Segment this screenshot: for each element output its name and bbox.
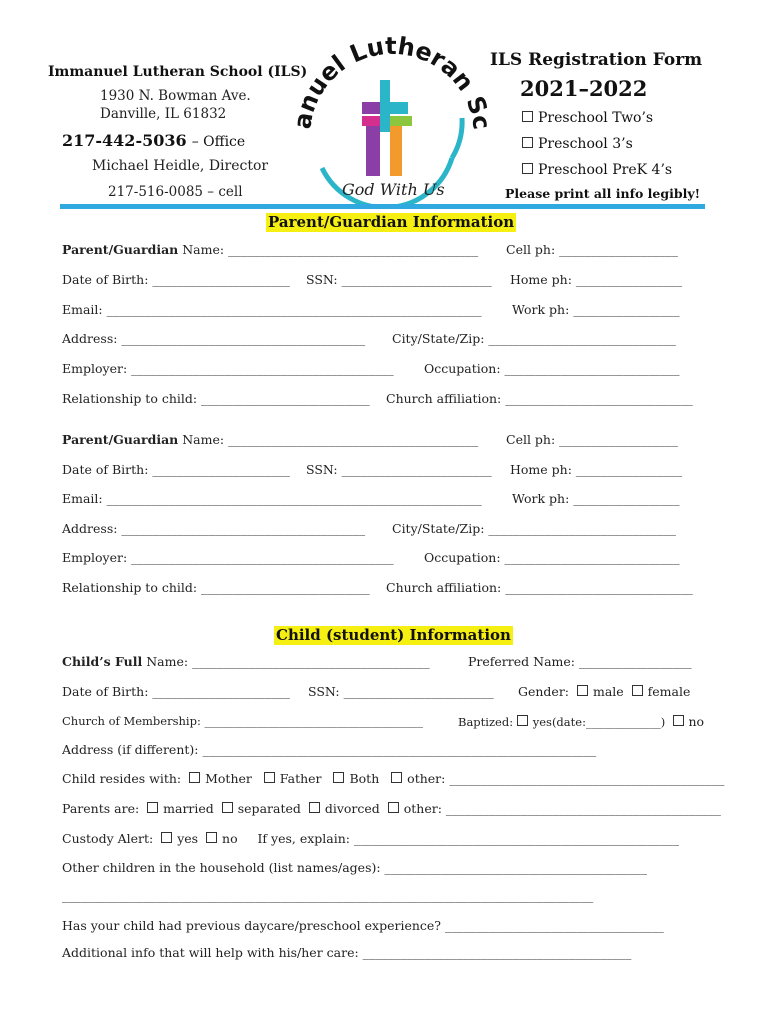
- guardian1-employer-field[interactable]: Employer: __________________________________________: [62, 361, 394, 376]
- guardian1-dob-field[interactable]: Date of Birth: ______________________: [62, 272, 290, 287]
- resides-mother-checkbox[interactable]: [189, 772, 200, 783]
- guardian1-cell-field[interactable]: Cell ph: ___________________: [506, 242, 678, 257]
- guardian2-occupation-field[interactable]: Occupation: ____________________________: [424, 550, 680, 565]
- guardian1-relationship-field[interactable]: Relationship to child: ___________________________: [62, 391, 370, 406]
- previous-care-field[interactable]: Has your child had previous daycare/preschool experience? ___________________________________: [62, 918, 664, 933]
- resides-father-checkbox[interactable]: [264, 772, 275, 783]
- child-address-field[interactable]: Address (if different): _______________________________________________________________: [62, 742, 597, 757]
- guardian2-relationship-field[interactable]: Relationship to child: ___________________________: [62, 580, 370, 595]
- guardian2-home-field[interactable]: Home ph: _________________: [510, 462, 683, 477]
- guardian2-work-field[interactable]: Work ph: _________________: [512, 491, 680, 506]
- separated-checkbox[interactable]: [222, 802, 233, 813]
- director: Michael Heidle, Director: [92, 158, 269, 174]
- guardian1-city-field[interactable]: City/State/Zip: ______________________________: [392, 331, 676, 346]
- parents-status-field: Parents are: married separated divorced other: ____________________________________________: [62, 801, 721, 816]
- guardian1-ssn-field[interactable]: SSN: ________________________: [306, 272, 492, 287]
- guardian2-cell-field[interactable]: Cell ph: ___________________: [506, 432, 678, 447]
- guardian2-ssn-field[interactable]: SSN: ________________________: [306, 462, 492, 477]
- baptized-no-checkbox[interactable]: [673, 715, 684, 726]
- married-checkbox[interactable]: [147, 802, 158, 813]
- divorced-checkbox[interactable]: [309, 802, 320, 813]
- guardian1-name-field[interactable]: Parent/Guardian Name: ________________________________________: [62, 242, 479, 257]
- guardian1-occupation-field[interactable]: Occupation: ____________________________: [424, 361, 680, 376]
- church-membership-field[interactable]: Church of Membership: ______________________________________: [62, 714, 423, 728]
- school-name: Immanuel Lutheran School (ILS): [48, 64, 308, 80]
- child-dob-field[interactable]: Date of Birth: ______________________: [62, 684, 290, 699]
- checkbox[interactable]: [522, 137, 533, 148]
- guardian1-home-field[interactable]: Home ph: _________________: [510, 272, 683, 287]
- additional-info-field[interactable]: Additional info that will help with his/her care: ___________________________________________: [62, 945, 632, 960]
- program-option-threes[interactable]: Preschool 3’s: [522, 136, 633, 152]
- guardian2-employer-field[interactable]: Employer: __________________________________________: [62, 550, 394, 565]
- logo-arc-text: anuel Lutheran S: [288, 31, 492, 131]
- custody-yes-checkbox[interactable]: [161, 832, 172, 843]
- guardian1-church-field[interactable]: Church affiliation: ______________________________: [386, 391, 693, 406]
- resides-other-checkbox[interactable]: [391, 772, 402, 783]
- custody-alert-field: Custody Alert: yes no If yes, explain: ____________________________________________________: [62, 831, 679, 846]
- guardian1-address-field[interactable]: Address: _______________________________________: [62, 331, 366, 346]
- address-line-1: 1930 N. Bowman Ave.: [100, 88, 251, 104]
- guardian2-city-field[interactable]: City/State/Zip: ______________________________: [392, 521, 676, 536]
- office-phone-line: [62, 131, 245, 150]
- guardian2-email-field[interactable]: Email: ____________________________________________________________: [62, 491, 482, 506]
- guardian2-address-field[interactable]: Address: _______________________________________: [62, 521, 366, 536]
- form-title: ILS Registration Form: [490, 50, 703, 70]
- form-year: 2021–2022: [520, 76, 648, 101]
- child-name-field[interactable]: Child’s Full Name: ______________________________________: [62, 654, 430, 669]
- guardian1-email-field[interactable]: Email: ____________________________________________________________: [62, 302, 482, 317]
- resides-with-field: Child resides with: Mother Father Both other: ____________________________________________: [62, 771, 725, 786]
- program-option-prek[interactable]: Preschool PreK 4’s: [522, 162, 672, 178]
- address-line-2: Danville, IL 61832: [100, 106, 227, 122]
- preferred-name-field[interactable]: Preferred Name: __________________: [468, 654, 692, 669]
- parent-section-title: Parent/Guardian Information: [268, 213, 515, 231]
- child-ssn-field[interactable]: SSN: ________________________: [308, 684, 494, 699]
- office-phone: 217-442-5036: [62, 131, 187, 150]
- checkbox[interactable]: [522, 111, 533, 122]
- logo-tagline: God With Us: [342, 180, 445, 199]
- resides-both-checkbox[interactable]: [333, 772, 344, 783]
- guardian1-work-field[interactable]: Work ph: _________________: [512, 302, 680, 317]
- other-children-field[interactable]: Other children in the household (list names/ages): __________________________________________: [62, 860, 648, 875]
- gender-male-checkbox[interactable]: [577, 685, 588, 696]
- office-label: – Office: [191, 134, 246, 150]
- baptized-field: Baptized: yes(date:_____________) no: [458, 714, 705, 729]
- cell-phone: 217-516-0085 – cell: [108, 184, 243, 200]
- guardian2-dob-field[interactable]: Date of Birth: ______________________: [62, 462, 290, 477]
- guardian2-church-field[interactable]: Church affiliation: ______________________________: [386, 580, 693, 595]
- other-children-continuation[interactable]: _____________________________________________________________________________________: [62, 888, 594, 903]
- program-option-twos[interactable]: Preschool Two’s: [522, 110, 653, 126]
- baptized-yes-checkbox[interactable]: [517, 715, 528, 726]
- custody-explain-field[interactable]: If yes, explain: ____________________________________________________: [257, 831, 679, 846]
- gender-female-checkbox[interactable]: [632, 685, 643, 696]
- legible-note: Please print all info legibly!: [505, 186, 701, 201]
- gender-field: Gender: male female: [518, 684, 691, 699]
- custody-no-checkbox[interactable]: [206, 832, 217, 843]
- checkbox[interactable]: [522, 163, 533, 174]
- header-rule: [60, 204, 705, 209]
- guardian2-name-field[interactable]: Parent/Guardian Name: ________________________________________: [62, 432, 479, 447]
- parents-other-checkbox[interactable]: [388, 802, 399, 813]
- child-section-title: Child (student) Information: [276, 626, 511, 644]
